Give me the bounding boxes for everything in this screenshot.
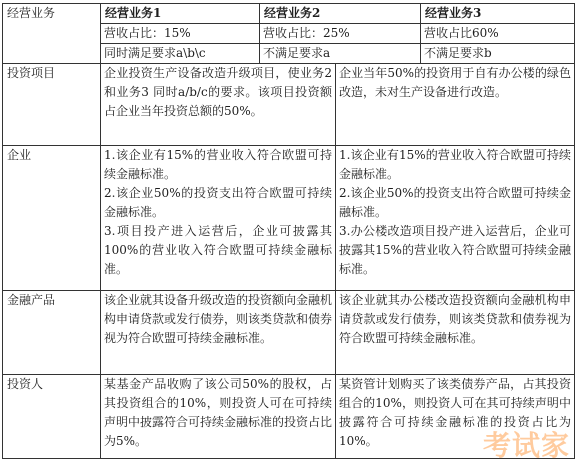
investment-label-cell: [3, 64, 101, 146]
investment-label: 投资项目: [7, 66, 56, 80]
finance-left-cell: [101, 291, 336, 375]
investment-left-cell: [101, 64, 336, 146]
business-1-requirement: 同时满足要求a\b\c: [104, 46, 206, 60]
investment-right-cell: [336, 64, 575, 146]
finance-right-cell: [336, 291, 575, 375]
business-1-title-cell: [101, 4, 260, 24]
business-3-title-cell: [421, 4, 575, 24]
investor-right-text: 某资管计划购买了该类债券产品，占其投资组合的10%，则投资人可在其可持续声明中披露符合可持续金融标准的投资占比为10%。: [339, 377, 572, 448]
enterprise-right-cell: [336, 146, 575, 291]
business-3-revenue-cell: [421, 24, 575, 44]
finance-left-text: 该企业就其设备升级改造的投资额向金融机构申请贷款或发行债券，则该类贷款和债券视为符合欧盟可持续金融标准。: [104, 293, 333, 345]
policy-comparison-table: [2, 3, 575, 459]
investor-left-text: 某基金产品收购了该公司50%的股权，占其投资组合的10%，则投资人可在可持续声明中披露符合可持续金融标准的投资占比为5%。: [104, 377, 333, 448]
investment-left-text: 企业投资生产设备改造升级项目，使业务2和业务3 同时a/b/c的要求。该项目投资额占企业当年投资总额的50%。: [104, 66, 332, 118]
finance-product-row: [3, 291, 575, 375]
enterprise-right-item: 1.该企业有15%的营业收入符合欧盟可持续金融标准。: [339, 148, 572, 181]
business-1-revenue-cell: [101, 24, 260, 44]
finance-right-text: 该企业就其办公楼改造投资额向金融机构申请贷款或发行债券，则该类贷款和债券视为符合欧盟可持续金融标准。: [339, 293, 572, 345]
investor-left-cell: [101, 375, 336, 459]
business-1-title: 经营业务1: [105, 6, 162, 20]
business-1-requirement-cell: [101, 44, 260, 64]
enterprise-left-item: 1.该企业有15%的营业收入符合欧盟可持续金融标准。: [104, 148, 332, 181]
business-2-revenue: 营收占比：25%: [263, 26, 350, 40]
enterprise-right-item: 3.办公楼改造项目投产进入运营后，企业可披露其15%的营业收入符合欧盟可持续金融标准。: [339, 224, 572, 276]
enterprise-right-item: 2.该企业50%的投资支出符合欧盟可持续金融标准。: [339, 186, 572, 219]
business-label-cell: [3, 4, 101, 64]
investment-right-text: 企业当年50%的投资用于自有办公楼的绿色改造，未对生产设备进行改造。: [339, 66, 572, 99]
finance-label: 金融产品: [7, 293, 56, 307]
business-2-title: 经营业务2: [264, 6, 321, 20]
investment-row: [3, 64, 575, 146]
enterprise-left-cell: [101, 146, 336, 291]
enterprise-left-item: 3.项目投产进入运营后，企业可披露其100%的营业收入符合欧盟可持续金融标准。: [104, 224, 332, 276]
business-2-requirement-cell: [260, 44, 421, 64]
site-watermark: 考试家: [482, 429, 570, 462]
investor-row: [3, 375, 575, 459]
policy-table-document: [2, 3, 574, 459]
enterprise-label: 企业: [7, 148, 32, 162]
investor-label-cell: [3, 375, 101, 459]
business-3-requirement-cell: [421, 44, 575, 64]
business-3-revenue: 营收占比60%: [424, 26, 499, 40]
business-label: 经营业务: [7, 6, 56, 20]
business-2-title-cell: [260, 4, 421, 24]
business-3-requirement: 不满足要求b: [424, 46, 492, 60]
enterprise-row: [3, 146, 575, 291]
enterprise-left-item: 2.该企业50%的投资支出符合欧盟可持续金融标准。: [104, 186, 332, 219]
business-2-revenue-cell: [260, 24, 421, 44]
enterprise-label-cell: [3, 146, 101, 291]
business-1-revenue: 营收占比：15%: [104, 26, 191, 40]
investor-label: 投资人: [7, 377, 44, 391]
investor-right-cell: [336, 375, 575, 459]
finance-label-cell: [3, 291, 101, 375]
business-3-title: 经营业务3: [425, 6, 482, 20]
header-title-row: [3, 4, 575, 24]
business-2-requirement: 不满足要求a: [263, 46, 331, 60]
